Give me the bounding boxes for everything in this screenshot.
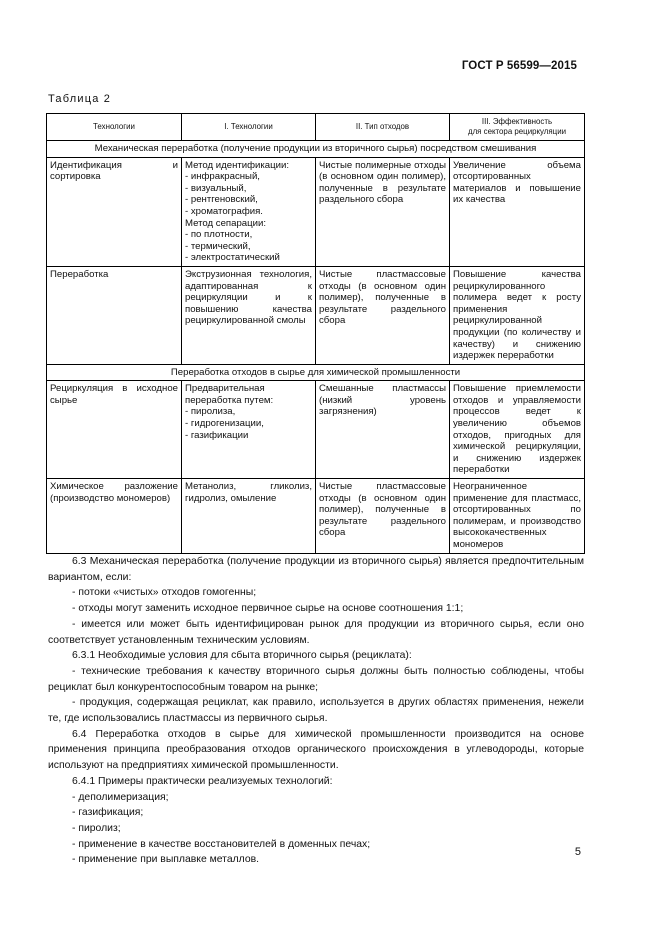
- cell-waste-type: Смешанные пластмассы (низкий уровень загрязнения): [316, 381, 450, 479]
- list-item: - применение при выплавке металлов.: [72, 854, 260, 866]
- table-caption: Таблица 2: [48, 93, 112, 105]
- page-number: 5: [574, 846, 581, 858]
- list-item: - пиролиз;: [72, 822, 121, 834]
- cell-efficiency: Увеличение объема отсортированных материалов и повышение их качества: [450, 157, 585, 266]
- paragraph: 6.4.1 Примеры практически реализуемых технологий:: [72, 775, 333, 787]
- cell-efficiency: Повышение качества рециркулированного полимера ведет к росту применения рециркулированной продукции (по количеству и качеству) и снижению издержек переработки: [450, 266, 585, 364]
- cell-method: Предварительная переработка путем: - пиролиза, - гидрогенизации, - газификации: [182, 381, 316, 479]
- technology-table: [46, 113, 585, 554]
- list-item: - технические требования к качеству вторичного сырья должны быть полностью соблюдены, чтобы рециклат был конкурентоспособным товаром на рынке;: [48, 665, 584, 693]
- cell-method: Метод идентификации: - инфракрасный, - визуальный, - рентгеновский, - хроматография. Метод сепарации: - по плотности, - термический, - электростатический: [182, 157, 316, 266]
- section-row: [47, 364, 585, 381]
- cell-technology: Химическое разложение (производство мономеров): [47, 479, 182, 554]
- column-header-ii-waste-type: II. Тип отходов: [316, 114, 450, 141]
- paragraph: 6.3 Механическая переработка (получение продукции из вторичного сырья) является предпочтительным вариантом, если:: [48, 556, 584, 583]
- column-header-iii-efficiency: III. Эффективность для сектора рециркуляции: [450, 114, 585, 141]
- cell-method: Экструзионная технология, адаптированная к рециркуляции и к повышению качества рециркулированной смолы: [182, 266, 316, 364]
- section-row: [47, 141, 585, 158]
- cell-waste-type: Чистые полимерные отходы (в основном один полимер), полученные в результате раздельного сбора: [316, 157, 450, 266]
- cell-waste-type: Чистые пластмассовые отходы (в основном один полимер), полученные в результате раздельного сбора: [316, 266, 450, 364]
- table-row: [47, 479, 585, 554]
- table-row: [47, 266, 585, 364]
- list-item: - деполимеризация;: [72, 791, 169, 803]
- list-item: - газификация;: [72, 807, 144, 819]
- column-header-i-technologies: I. Технологии: [182, 114, 316, 141]
- paragraph: 6.3.1 Необходимые условия для сбыта вторичного сырья (рециклата):: [72, 650, 412, 662]
- body-text: [48, 554, 584, 868]
- section-title: Механическая переработка (получение продукции из вторичного сырья) посредством смешивания: [47, 141, 585, 158]
- table-row: [47, 381, 585, 479]
- paragraph: 6.4 Переработка отходов в сырье для химической промышленности производится на основе применения принципа преобразования отходов органического происхождения в углеводороды, которые используют на предприятиях химической промышленности.: [48, 728, 584, 772]
- cell-method: Метанолиз, гликолиз, гидролиз, омыление: [182, 479, 316, 554]
- table-header-row: [47, 114, 585, 141]
- column-header-technologies: Технологии: [47, 114, 182, 141]
- list-item: - отходы могут заменить исходное первичное сырье на основе соотношения 1:1;: [72, 603, 464, 615]
- list-item: - продукция, содержащая рециклат, как правило, используется в других областях применения, нежели те, где использовались пластмассы из первичного сырья.: [48, 697, 584, 725]
- cell-technology: Переработка: [47, 266, 182, 364]
- section-title: Переработка отходов в сырье для химической промышленности: [47, 364, 585, 381]
- list-item: - имеется или может быть идентифицирован рынок для продукции из вторичного сырья, если оно соответствует установленным техническим условиям.: [48, 618, 584, 646]
- cell-efficiency: Неограниченное применение для пластмасс, отсортированных по полимерам, и производство высококачественных мономеров: [450, 479, 585, 554]
- cell-technology: Рециркуляция в исходное сырье: [47, 381, 182, 479]
- list-item: - потоки «чистых» отходов гомогенны;: [72, 587, 257, 599]
- cell-waste-type: Чистые пластмассовые отходы (в основном один полимер), полученные в результате раздельного сбора: [316, 479, 450, 554]
- table-row: [47, 157, 585, 266]
- cell-efficiency: Повышение приемлемости отходов и управляемости процессов ведет к увеличению объемов отходов, пригодных для химической рециркуляции, и снижению издержек переработки: [450, 381, 585, 479]
- standard-header: ГОСТ Р 56599—2015: [461, 60, 577, 72]
- list-item: - применение в качестве восстановителей в доменных печах;: [72, 838, 371, 850]
- cell-technology: Идентификация и сортировка: [47, 157, 182, 266]
